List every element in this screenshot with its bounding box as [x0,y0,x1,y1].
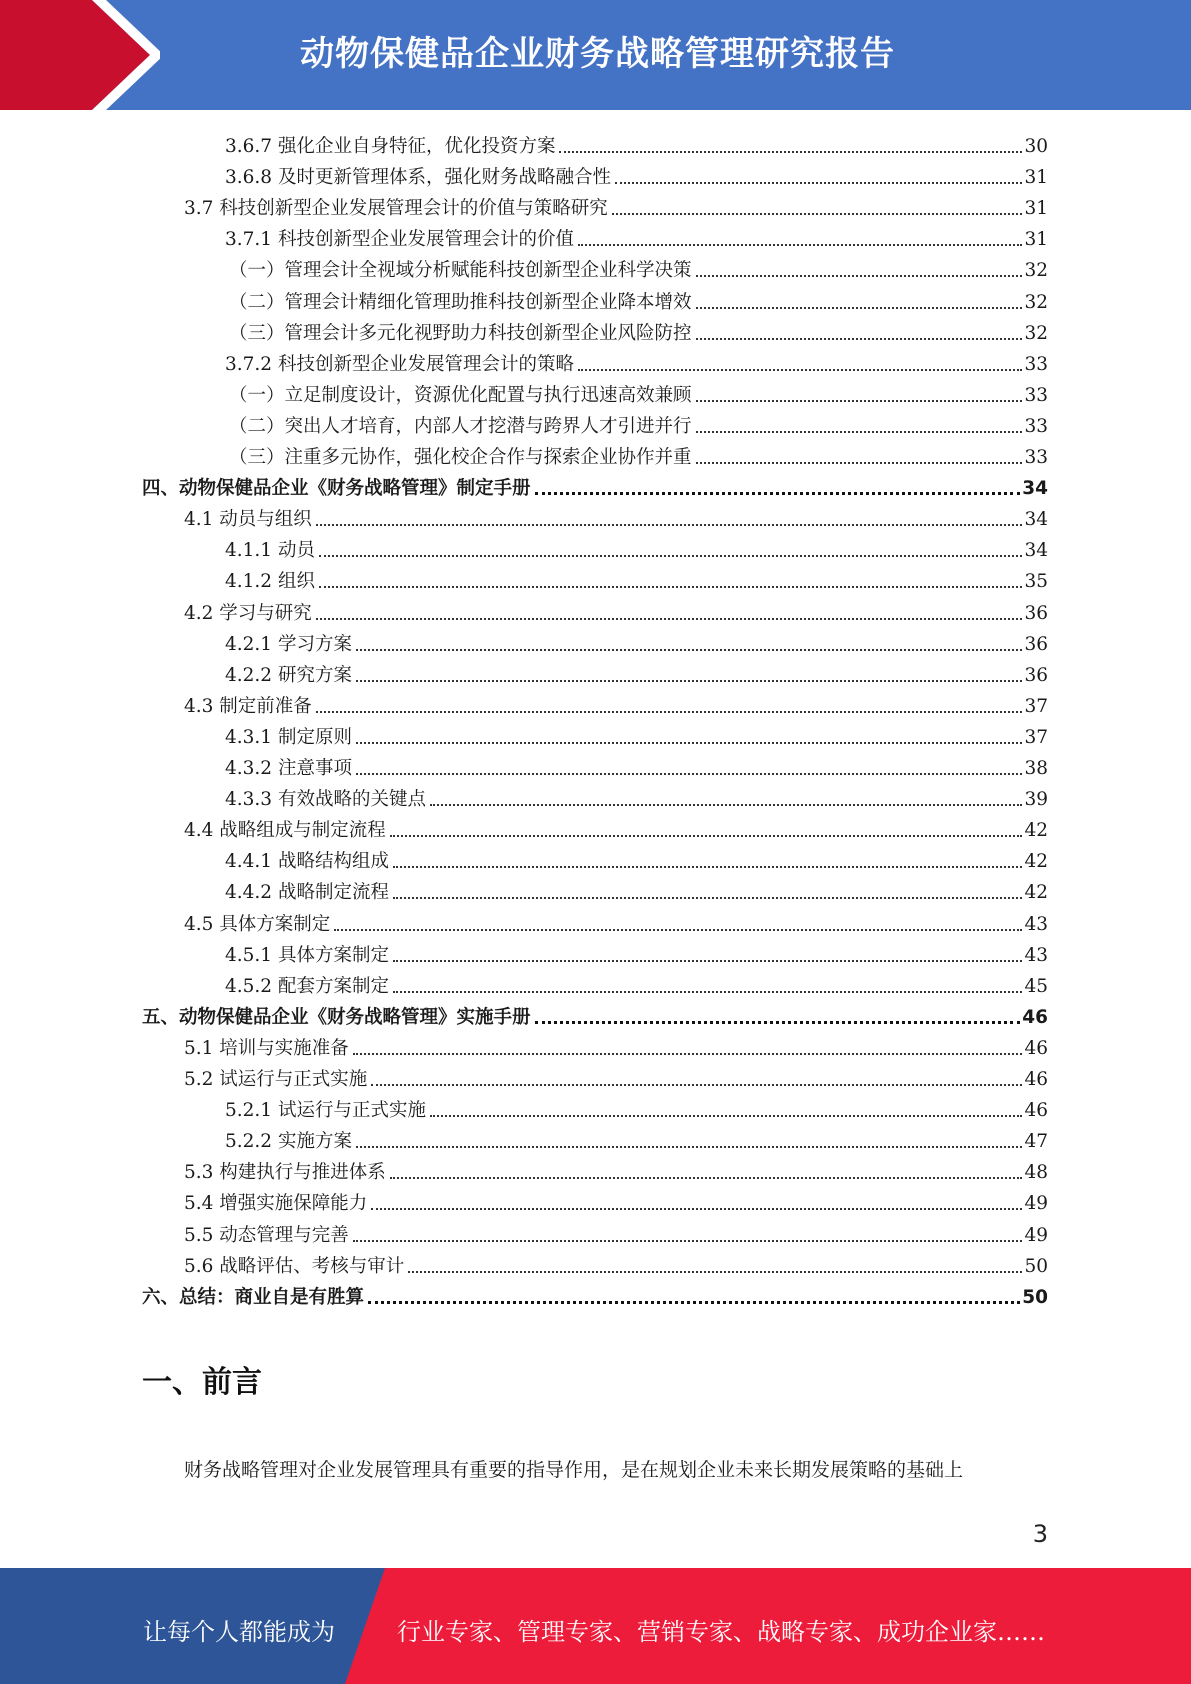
toc-leader-dots [371,1207,1022,1210]
toc-entry-label: 4.5.2 配套方案制定 [225,975,389,997]
toc-leader-dots [368,1300,1020,1304]
toc-entry[interactable] [142,1278,1048,1309]
toc-entry[interactable] [225,873,1048,904]
toc-entry[interactable] [184,1184,1048,1215]
toc-leader-dots [393,959,1022,962]
toc-entry-page: 47 [1024,1131,1048,1153]
toc-entry-label: 3.6.7 强化企业自身特征，优化投资方案 [225,136,556,157]
toc-entry-page: 46 [1024,1069,1048,1090]
toc-entry[interactable] [225,749,1048,780]
toc-entry-page: 48 [1024,1162,1048,1184]
toc-entry-label: （二）管理会计精细化管理助推科技创新型企业降本增效 [229,291,692,313]
toc-leader-dots [408,1270,1022,1273]
toc-leader-dots [371,1083,1022,1086]
toc-entry-page: 31 [1024,198,1048,220]
toc-entry-page: 42 [1024,820,1048,842]
toc-entry-page: 49 [1024,1224,1048,1246]
toc-entry-page: 46 [1024,1100,1048,1122]
toc-entry[interactable] [184,1060,1048,1091]
toc-entry-label: 5.1 培训与实施准备 [184,1037,349,1059]
toc-entry[interactable] [225,656,1048,687]
toc-entry-page: 32 [1024,322,1048,344]
toc-leader-dots [334,928,1022,931]
toc-entry-label: 六、总结：商业自是有胜算 [142,1286,365,1308]
chevron-arrow-icon [0,0,160,110]
toc-entry-page: 39 [1024,789,1048,811]
toc-entry-page: 46 [1022,1006,1048,1028]
toc-entry-label: 5.2.2 实施方案 [225,1131,352,1153]
toc-entry-label: 4.3.2 注意事项 [225,758,352,779]
toc-entry[interactable] [225,220,1048,251]
toc-entry-label: 4.2.2 研究方案 [225,664,352,686]
toc-entry[interactable] [225,531,1048,562]
toc-entry-label: 4.4 战略组成与制定流程 [184,820,386,842]
toc-entry-page: 31 [1024,229,1048,251]
toc-leader-dots [696,274,1023,277]
toc-leader-dots [535,1020,1021,1024]
toc-leader-dots [612,212,1023,215]
toc-entry-page: 36 [1024,633,1048,655]
toc-entry-page: 34 [1024,540,1048,562]
toc-leader-dots [319,585,1023,588]
toc-entry-label: 5.3 构建执行与推进体系 [184,1162,386,1184]
toc-leader-dots [578,243,1022,246]
footer-slogan-right: 行业专家、管理专家、营销专家、战略专家、成功企业家…… [397,1618,1045,1646]
toc-entry-label: 四、动物保健品企业《财务战略管理》制定手册 [142,478,531,500]
footer-banner [0,1568,1191,1684]
toc-entry-page: 33 [1024,447,1048,468]
toc-entry[interactable] [184,687,1048,718]
toc-entry-label: 五、动物保健品企业《财务战略管理》实施手册 [142,1006,531,1028]
toc-entry-page: 32 [1024,291,1048,313]
page-number: 3 [1032,1520,1048,1548]
toc-entry[interactable] [225,718,1048,749]
toc-entry-page: 37 [1024,726,1048,748]
toc-leader-dots [393,865,1022,868]
toc-leader-dots [578,368,1022,371]
toc-entry-label: 5.4 增强实施保障能力 [184,1193,368,1215]
toc-entry-label: 4.2.1 学习方案 [225,633,352,655]
toc-entry-page: 49 [1024,1193,1048,1215]
toc-leader-dots [316,617,1023,620]
toc-leader-dots [390,834,1023,837]
toc-entry-label: （一）立足制度设计，资源优化配置与执行迅速高效兼顾 [229,384,692,406]
toc-entry-page: 38 [1024,758,1048,779]
toc-entry-label: 4.3 制定前准备 [184,695,312,717]
toc-leader-dots [356,772,1023,775]
toc-entry[interactable] [184,500,1048,531]
toc-leader-dots [390,1176,1023,1179]
toc-entry-label: 4.2 学习与研究 [184,602,312,624]
toc-entry-label: 5.6 战略评估、考核与审计 [184,1255,405,1277]
toc-leader-dots [615,181,1022,184]
footer-slogan-left: 让每个人都能成为 [143,1618,335,1646]
toc-entry-label: （二）突出人才培育，内部人才挖潜与跨界人才引进并行 [229,415,692,437]
toc-entry[interactable] [225,1122,1048,1153]
toc-entry-page: 34 [1024,509,1048,531]
toc-entry[interactable] [142,469,1048,500]
toc-entry[interactable] [225,842,1048,873]
toc-entry-label: 4.1.1 动员 [225,540,315,562]
toc-entry[interactable] [225,780,1048,811]
toc-entry-label: 3.7.1 科技创新型企业发展管理会计的价值 [225,229,574,251]
toc-entry[interactable] [184,1247,1048,1278]
document-title: 动物保健品企业财务战略管理研究报告 [300,34,895,74]
toc-entry[interactable] [225,936,1048,967]
toc-entry[interactable] [184,1216,1048,1247]
toc-entry[interactable] [229,251,1048,282]
toc-entry-page: 35 [1024,571,1048,593]
toc-leader-dots [356,648,1023,651]
toc-entry-page: 33 [1024,384,1048,406]
body-paragraph: 财务战略管理对企业发展管理具有重要的指导作用，是在规划企业未来长期发展策略的基础上 [184,1459,964,1481]
toc-entry[interactable] [225,158,1048,189]
toc-entry-label: 5.5 动态管理与完善 [184,1224,349,1246]
toc-entry-label: 5.2 试运行与正式实施 [184,1069,368,1090]
toc-entry-label: 3.7.2 科技创新型企业发展管理会计的策略 [225,353,574,375]
toc-entry-page: 42 [1024,851,1048,873]
toc-entry-page: 33 [1024,353,1048,375]
toc-entry-page: 33 [1024,415,1048,437]
toc-leader-dots [696,337,1023,340]
toc-entry[interactable] [142,998,1048,1029]
toc-entry[interactable] [229,376,1048,407]
toc-leader-dots [319,554,1023,557]
toc-entry[interactable] [229,283,1048,314]
toc-entry[interactable] [229,407,1048,438]
toc-entry-page: 50 [1024,1255,1048,1277]
toc-entry-label: （三）管理会计多元化视野助力科技创新型企业风险防控 [229,322,692,344]
toc-entry[interactable] [184,1153,1048,1184]
toc-entry-label: 4.5.1 具体方案制定 [225,944,389,966]
toc-entry-label: 4.1 动员与组织 [184,509,312,531]
toc-leader-dots [696,461,1023,464]
toc-leader-dots [393,896,1022,899]
toc-leader-dots [353,1239,1023,1242]
toc-entry[interactable] [184,1029,1048,1060]
toc-entry-label: 4.4.1 战略结构组成 [225,851,389,873]
toc-entry-label: 4.3.1 制定原则 [225,726,352,748]
toc-leader-dots [316,710,1023,713]
toc-entry-label: 4.4.2 战略制定流程 [225,882,389,904]
toc-entry-page: 46 [1024,1037,1048,1059]
toc-leader-dots [430,803,1022,806]
toc-leader-dots [696,430,1023,433]
toc-entry-page: 36 [1024,602,1048,624]
toc-entry-page: 31 [1024,167,1048,189]
toc-entry[interactable] [225,127,1048,158]
toc-entry-page: 36 [1024,664,1048,686]
toc-leader-dots [356,741,1023,744]
toc-leader-dots [696,306,1023,309]
toc-entry-page: 50 [1022,1286,1048,1308]
toc-entry[interactable] [225,967,1048,998]
toc-entry-label: 4.1.2 组织 [225,571,315,593]
toc-entry[interactable] [184,594,1048,625]
toc-entry-page: 43 [1024,913,1048,935]
toc-entry-label: （一）管理会计全视域分析赋能科技创新型企业科学决策 [229,260,692,282]
toc-entry[interactable] [225,625,1048,656]
section-heading: 一、前言 [142,1365,262,1400]
toc-entry[interactable] [184,905,1048,936]
toc-entry-page: 32 [1024,260,1048,282]
toc-entry[interactable] [225,1091,1048,1122]
toc-entry[interactable] [225,345,1048,376]
toc-leader-dots [696,399,1023,402]
toc-leader-dots [535,491,1021,495]
toc-entry-page: 43 [1024,944,1048,966]
toc-leader-dots [316,523,1023,526]
toc-entry-label: 3.7 科技创新型企业发展管理会计的价值与策略研究 [184,198,608,220]
toc-entry-label: 5.2.1 试运行与正式实施 [225,1100,426,1122]
toc-entry[interactable] [184,811,1048,842]
toc-entry-label: 4.5 具体方案制定 [184,913,331,935]
toc-leader-dots [559,150,1022,153]
header-banner [0,0,1191,110]
toc-entry-page: 42 [1024,882,1048,904]
toc-entry-page: 37 [1024,695,1048,717]
toc-leader-dots [393,990,1022,993]
toc-entry-label: 4.3.3 有效战略的关键点 [225,789,426,811]
toc-leader-dots [356,1145,1023,1148]
toc-leader-dots [356,679,1023,682]
toc-entry-page: 30 [1024,136,1048,157]
toc-entry[interactable] [184,189,1048,220]
toc-entry[interactable] [229,438,1048,469]
toc-leader-dots [430,1114,1022,1117]
toc-leader-dots [353,1052,1023,1055]
toc-entry-label: （三）注重多元协作，强化校企合作与探索企业协作并重 [229,447,692,468]
toc-entry[interactable] [225,562,1048,593]
toc-entry-page: 45 [1024,975,1048,997]
toc-entry-page: 34 [1022,478,1048,500]
toc-entry[interactable] [229,314,1048,345]
toc-entry-label: 3.6.8 及时更新管理体系，强化财务战略融合性 [225,167,611,189]
